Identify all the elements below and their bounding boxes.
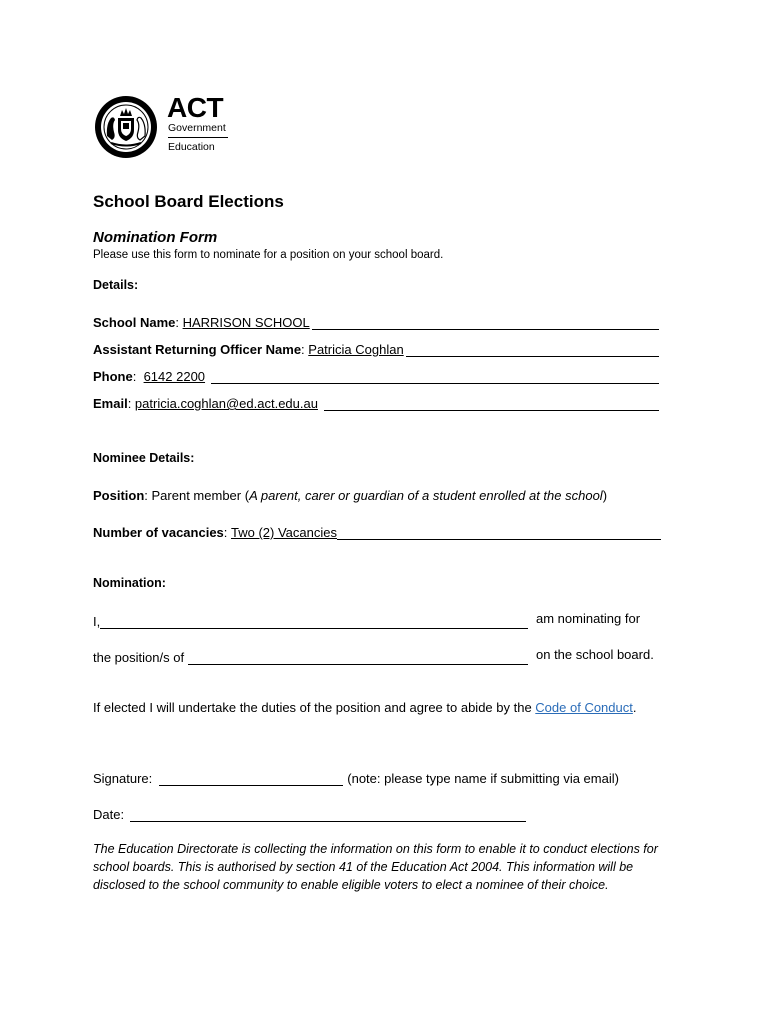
logo-divider bbox=[168, 137, 228, 138]
phone-line bbox=[211, 369, 659, 384]
position-row: Position: Parent member (A parent, carer or guardian of a student enrolled at the school) bbox=[93, 488, 608, 503]
school-name-label: School Name bbox=[93, 315, 176, 330]
act-coat-of-arms-icon bbox=[93, 94, 159, 160]
email-line bbox=[324, 396, 659, 411]
phone-value: 6142 2200 bbox=[143, 369, 206, 384]
aro-line bbox=[406, 342, 659, 357]
privacy-note: The Education Directorate is collecting the information on this form to enable it to conduct elections for school boards. This is authorised by section 41 of the Education Act 2004. This information will be disclosed to the school community to enable eligible voters to elect a nominee of their choice. bbox=[93, 842, 658, 892]
date-field[interactable] bbox=[130, 807, 526, 822]
code-of-conduct-link[interactable]: Code of Conduct bbox=[535, 700, 633, 715]
agreement-text: If elected I will undertake the duties of the position and agree to abide by the bbox=[93, 700, 536, 715]
page-title: School Board Elections bbox=[93, 192, 284, 211]
position-label: Position bbox=[93, 488, 145, 503]
nominee-name-field[interactable] bbox=[100, 614, 528, 629]
date-row bbox=[93, 807, 526, 822]
signature-field[interactable] bbox=[159, 771, 343, 786]
nominee-name-row bbox=[93, 611, 528, 629]
nominee-name-suffix: am nominating for bbox=[536, 611, 641, 626]
logo-government-text: Government bbox=[168, 122, 226, 134]
position-note: A parent, carer or guardian of a student enrolled at the school bbox=[249, 488, 603, 503]
school-name-row: School Name : HARRISON SCHOOL bbox=[93, 312, 659, 330]
aro-row: Assistant Returning Officer Name : Patricia Coghlan bbox=[93, 339, 659, 357]
details-heading: Details: bbox=[93, 278, 139, 292]
email-row: Email : patricia.coghlan@ed.act.edu.au bbox=[93, 393, 659, 411]
nominee-position-field[interactable] bbox=[188, 650, 528, 665]
aro-label: Assistant Returning Officer Name bbox=[93, 342, 302, 357]
signature-label: Signature: bbox=[93, 771, 153, 786]
position-value: Parent member ( bbox=[151, 488, 250, 503]
form-subtitle: Nomination Form bbox=[93, 229, 218, 246]
vacancies-value: Two (2) Vacancies bbox=[231, 525, 337, 540]
act-government-logo bbox=[93, 92, 233, 160]
nominee-position-prefix: the position/s of bbox=[93, 650, 185, 665]
school-name-line bbox=[312, 315, 659, 330]
nominee-position-suffix: on the school board. bbox=[536, 647, 654, 662]
signature-row bbox=[93, 771, 619, 786]
vacancies-line bbox=[337, 525, 661, 540]
nominee-heading: Nominee Details: bbox=[93, 451, 195, 465]
vacancies-row: Number of vacancies : Two (2) Vacancies bbox=[93, 522, 661, 540]
position-close: ) bbox=[602, 488, 608, 503]
nomination-heading: Nomination: bbox=[93, 576, 166, 590]
phone-label: Phone bbox=[93, 369, 133, 384]
nominee-name-prefix: I, bbox=[93, 614, 101, 629]
vacancies-label: Number of vacancies bbox=[93, 525, 224, 540]
logo-education-text: Education bbox=[168, 141, 215, 153]
date-label: Date: bbox=[93, 807, 125, 822]
aro-value: Patricia Coghlan bbox=[308, 342, 404, 357]
logo-act-text: ACT bbox=[167, 92, 224, 123]
email-value: patricia.coghlan@ed.act.edu.au bbox=[134, 396, 318, 411]
agreement-paragraph bbox=[93, 699, 663, 717]
agreement-end: . bbox=[632, 700, 637, 715]
school-name-value: HARRISON SCHOOL bbox=[182, 315, 310, 330]
email-label: Email bbox=[93, 396, 128, 411]
signature-note: (note: please type name if submitting via email) bbox=[347, 771, 619, 786]
nominee-position-row bbox=[93, 647, 528, 665]
phone-row: Phone : 6142 2200 bbox=[93, 366, 659, 384]
intro-text: Please use this form to nominate for a position on your school board. bbox=[93, 249, 444, 261]
